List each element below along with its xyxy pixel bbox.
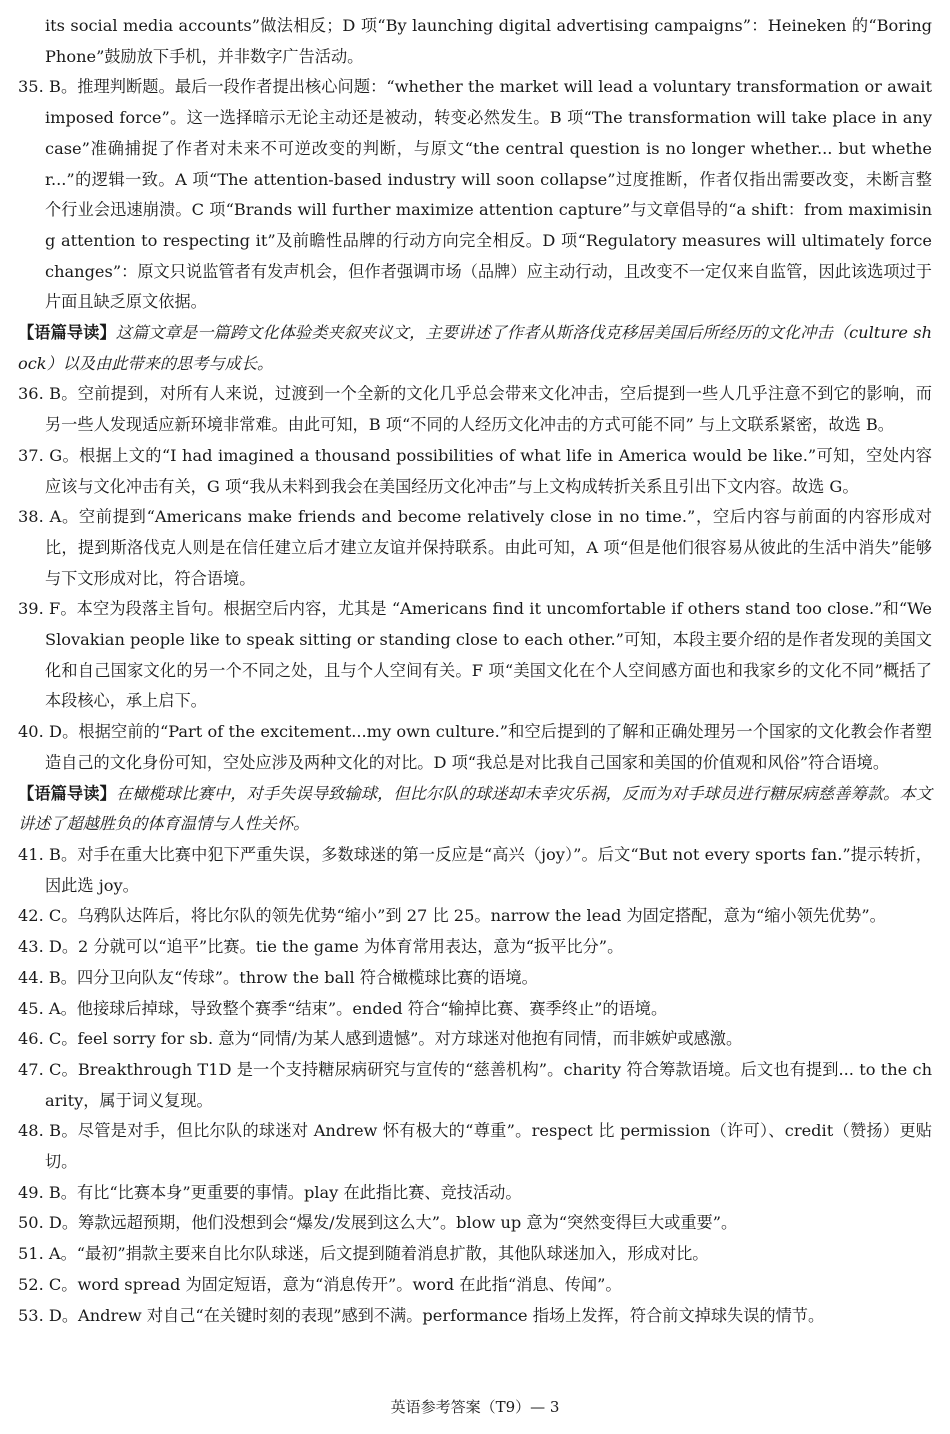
- answer-35: 35. B。推理判断题。最后一段作者提出核心问题：“whether the market will lead a voluntary transformation or await imposed force”。这一选择暗示无论主动还是被动，转变必然发生。B 项“The transformation will take place in any case”准确捕捉了作者对未来不可逆改变的判断，与原文“the central question is no longer whether... but whether...”的逻辑一致。A 项“The attention-based industry will soon collapse”过度推断，作者仅指出需要改变，未断言整个行业会迅速崩溃。C 项“Brands will further maximize attention capture”与文章倡导的“a shift：from maximising attention to respecting it”及前瞻性品牌的行动方向完全相反。D 项“Regulatory measures will ultimately force changes”：原文只说监管者有发声机会，但作者强调市场（品牌）应主动行动，且改变不一定仅来自监管，因此该选项过于片面且缺乏原文依据。: [18, 77, 932, 312]
- guide-text: 这篇文章是一篇跨文化体验类夹叙夹议文，主要讲述了作者从斯洛伐克移居美国后所经历的文化冲击（culture shock）以及由此带来的思考与成长。: [18, 323, 933, 373]
- answer-41: 41. B。对手在重大比赛中犯下严重失误，多数球迷的第一反应是“高兴（joy）”。后文“But not every sports fan.”提示转折，因此选 joy。: [18, 844, 932, 895]
- answer-52: 52. C。word spread 为固定短语，意为“消息传开”。word 在此指“消息、传闻”。: [18, 1274, 622, 1294]
- content: [18, 11, 932, 1331]
- answer-43: 43. D。2 分就可以“追平”比赛。tie the game 为体育常用表达，意为“扳平比分”。: [18, 937, 624, 957]
- answer-39: 39. F。本空为段落主旨句。根据空后内容，尤其是 “Americans find it uncomfortable if others stand too close.”和“We Slovakian people like to speak sitting or standing close to each other.”可知，本段主要介绍的是作者发现的美国文化和自己国家文化的另一个不同之处，且与个人空间有关。F 项“美国文化在个人空间感方面也和我家乡的文化不同”概括了本段核心，承上启下。: [18, 599, 932, 711]
- paragraph-34-cont: its social media accounts”做法相反；D 项“By launching digital advertising campaigns”：Heineken 的“Boring Phone”鼓励放下手机，并非数字广告活动。: [45, 16, 932, 66]
- answer-42: 42. C。乌鸦队达阵后，将比尔队的领先优势“缩小”到 27 比 25。narrow the lead 为固定搭配，意为“缩小领先优势”。: [18, 906, 886, 926]
- page-footer: 英语参考答案（T9）— 3: [390, 1398, 560, 1416]
- answer-53: 53. D。Andrew 对自己“在关键时刻的表现”感到不满。performance 指场上发挥，符合前文掉球失误的情节。: [18, 1305, 825, 1325]
- answer-48: 48. B。尽管是对手，但比尔队的球迷对 Andrew 怀有极大的“尊重”。respect 比 permission（许可）、credit（赞扬）更贴切。: [18, 1121, 932, 1172]
- answer-44: 44. B。四分卫向队友“传球”。throw the ball 符合橄榄球比赛的语境。: [18, 967, 538, 987]
- guide-heading: 【语篇导读】: [18, 783, 116, 803]
- answer-51: 51. A。“最初”捐款主要来自比尔队球迷，后文提到随着消息扩散，其他队球迷加入，形成对比。: [18, 1244, 709, 1264]
- answer-50: 50. D。筹款远超预期，他们没想到会“爆发/发展到这么大”。blow up 意为“突然变得巨大或重要”。: [18, 1213, 738, 1233]
- guide-heading: 【语篇导读】: [18, 323, 116, 343]
- passage-guide-2: [18, 779, 932, 840]
- answer-46: 46. C。feel sorry for sb. 意为“同情/为某人感到遗憾”。对方球迷对他抱有同情，而非嫉妒或感激。: [18, 1029, 743, 1049]
- passage-guide-1: [18, 318, 932, 379]
- answer-47: 47. C。Breakthrough T1D 是一个支持糖尿病研究与宣传的“慈善机构”。charity 符合筹款语境。后文也有提到... to the charity，属于词义复现。: [18, 1059, 932, 1110]
- guide-text: 在橄榄球比赛中，对手失误导致输球，但比尔队的球迷却未幸灾乐祸，反而为对手球员进行糖尿病慈善筹款。本文讲述了超越胜负的体育温情与人性关怀。: [18, 783, 933, 834]
- answer-36: 36. B。空前提到，对所有人来说，过渡到一个全新的文化几乎总会带来文化冲击，空后提到一些人几乎注意不到它的影响，而另一些人发现适应新环境非常难。由此可知，B 项“不同的人经历文化冲击的方式可能不同” 与上文联系紧密，故选 B。: [18, 384, 932, 435]
- answer-37: 37. G。根据上文的“I had imagined a thousand possibilities of what life in America would be like.”可知，空处内容应该与文化冲击有关，G 项“我从未料到我会在美国经历文化冲击”与上文构成转折关系且引出下文内容。故选 G。: [18, 445, 932, 496]
- answer-40: 40. D。根据空前的“Part of the excitement...my own culture.”和空后提到的了解和正确处理另一个国家的文化教会作者塑造自己的文化身份可知，空处应涉及两种文化的对比。D 项“我总是对比我自己国家和美国的价值观和风俗”符合语境。: [18, 722, 932, 772]
- answer-38: 38. A。空前提到“Americans make friends and become relatively close in no time.”，空后内容与前面的内容形成对比，提到斯洛伐克人则是在信任建立后才建立友谊并保持联系。由此可知，A 项“但是他们很容易从彼此的生活中消失”能够与下文形成对比，符合语境。: [18, 507, 932, 588]
- answer-49: 49. B。有比“比赛本身”更重要的事情。play 在此指比赛、竞技活动。: [18, 1182, 522, 1202]
- answer-45: 45. A。他接球后掉球，导致整个赛季“结束”。ended 符合“输掉比赛、赛季终止”的语境。: [18, 998, 668, 1018]
